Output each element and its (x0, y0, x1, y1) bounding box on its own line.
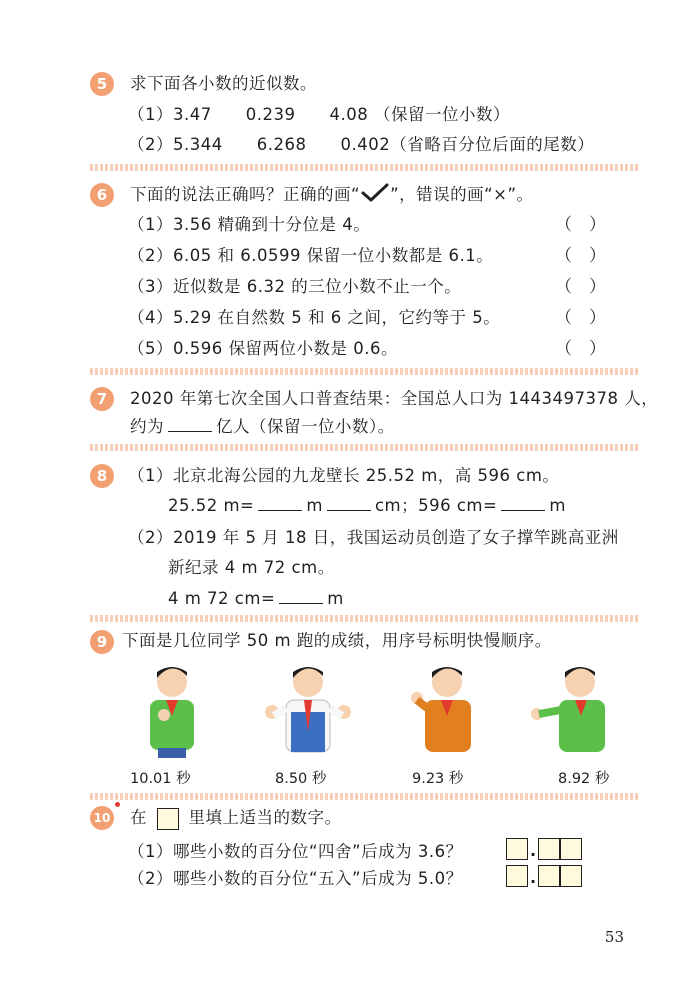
question-number-10: 10 (90, 806, 114, 830)
digit-box[interactable] (560, 838, 582, 860)
question-number-8: 8 (90, 464, 114, 488)
digit-box[interactable] (538, 838, 560, 860)
q6-item-4: （4）5.29 在自然数 5 和 6 之间，它约等于 5。 (128, 308, 501, 327)
q7-line-2 (130, 416, 395, 438)
answer-blank[interactable] (327, 496, 371, 511)
q8-line-5 (168, 588, 344, 610)
answer-paren-3[interactable]: （ ） (555, 277, 606, 297)
answer-boxes-1 (506, 838, 582, 860)
q10-line-1: （1）哪些小数的百分位“四舍”后成为 3.6？ (128, 842, 463, 861)
question-number-9: 9 (90, 630, 114, 654)
question-number-6: 6 (90, 183, 114, 207)
time-label-1: 10.01 秒 (130, 771, 191, 787)
question-number-7: 7 (90, 387, 114, 411)
q8-l2-d: m (549, 496, 566, 515)
student-illustration-3 (405, 660, 485, 760)
answer-paren-1[interactable]: （ ） (555, 215, 606, 235)
time-label-2: 8.50 秒 (275, 771, 327, 787)
q8-l2-c: cm；596 cm= (374, 496, 498, 515)
q5-row-2: （2）5.344 6.268 0.402（省略百分位后面的尾数） (128, 135, 595, 154)
answer-paren-2[interactable]: （ ） (555, 246, 606, 266)
q10-title-a: 在 (130, 808, 147, 827)
q8-line-2 (168, 495, 566, 517)
q5-row-1: （1）3.47 0.239 4.08 （保留一位小数） (128, 105, 510, 124)
q6-item-3: （3）近似数是 6.32 的三位小数不止一个。 (128, 277, 462, 296)
q10-line-2: （2）哪些小数的百分位“五入”后成为 5.0？ (128, 869, 463, 888)
answer-blank[interactable] (168, 417, 212, 432)
answer-blank[interactable] (258, 496, 302, 511)
q6-title (130, 183, 534, 206)
q5-title: 求下面各小数的近似数。 (130, 74, 317, 93)
digit-box[interactable] (506, 838, 528, 860)
q8-line-4: 新纪录 4 m 72 cm。 (168, 558, 335, 577)
q8-line-1: （1）北京北海公园的九龙壁长 25.52 m，高 596 cm。 (128, 466, 560, 485)
question-number-5: 5 (90, 72, 114, 96)
decimal-point: . (529, 841, 537, 860)
example-box (157, 808, 179, 830)
student-illustration-1 (130, 660, 210, 760)
digit-box[interactable] (560, 865, 582, 887)
q7-line-1: 2020 年第七次全国人口普查结果：全国总人口为 1443497378 人， (130, 389, 659, 408)
separator (90, 615, 638, 622)
q7-line-2-a: 约为 (130, 417, 164, 436)
page-number: 53 (604, 928, 624, 946)
q8-l5-a: 4 m 72 cm= (168, 589, 276, 608)
digit-box[interactable] (506, 865, 528, 887)
checkmark-icon (360, 183, 390, 203)
separator (90, 444, 638, 451)
separator (90, 793, 638, 800)
time-label-3: 9.23 秒 (412, 771, 464, 787)
time-label-4: 8.92 秒 (558, 771, 610, 787)
q6-item-1: （1）3.56 精确到十分位是 4。 (128, 215, 371, 234)
q9-title: 下面是几位同学 50 m 跑的成绩，用序号标明快慢顺序。 (122, 631, 552, 650)
q8-line-3: （2）2019 年 5 月 18 日，我国运动员创造了女子撑竿跳高亚洲 (128, 528, 619, 547)
student-illustration-4 (525, 660, 615, 760)
separator (90, 368, 638, 375)
decimal-point: . (529, 868, 537, 887)
q6-item-5: （5）0.596 保留两位小数是 0.6。 (128, 339, 398, 358)
answer-paren-5[interactable]: （ ） (555, 339, 606, 359)
student-illustration-2 (258, 660, 358, 760)
answer-blank[interactable] (501, 496, 545, 511)
separator (90, 164, 638, 171)
q8-l2-b: m (306, 496, 323, 515)
q6-title-part-a: 下面的说法正确吗？正确的画“ (130, 185, 361, 204)
q7-line-2-b: 亿人（保留一位小数）。 (216, 417, 395, 436)
q6-title-part-b: ”，错误的画“×”。 (390, 185, 534, 204)
q8-l5-b: m (327, 589, 344, 608)
digit-box[interactable] (538, 865, 560, 887)
answer-blank[interactable] (279, 589, 323, 604)
q8-l2-a: 25.52 m= (168, 496, 255, 515)
star-icon (115, 802, 120, 807)
answer-paren-4[interactable]: （ ） (555, 308, 606, 328)
answer-boxes-2 (506, 865, 582, 887)
q10-title-b: 里填上适当的数字。 (188, 808, 342, 827)
q6-item-2: （2）6.05 和 6.0599 保留一位小数都是 6.1。 (128, 246, 494, 265)
q10-title (130, 807, 342, 830)
